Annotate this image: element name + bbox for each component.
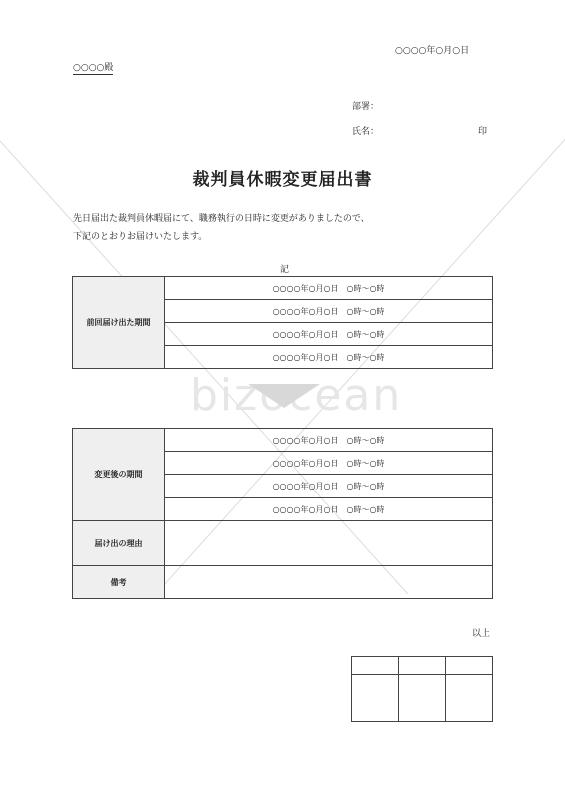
remarks-field[interactable] xyxy=(165,566,493,599)
previous-period-cell[interactable]: ○○○○年○月○日 ○時～○時 xyxy=(165,300,493,323)
body-line-1: 先日届出た裁判員休暇届にて、職務執行の日時に変更がありましたので、 xyxy=(73,214,370,224)
previous-period-cell[interactable]: ○○○○年○月○日 ○時～○時 xyxy=(165,346,493,369)
stamp-header-cell xyxy=(352,657,399,675)
page-title: 裁判員休暇変更届出書 xyxy=(192,170,373,190)
reason-field[interactable] xyxy=(165,521,493,566)
document-date: ○○○○年○月○日 xyxy=(395,46,470,56)
changed-period-cell[interactable]: ○○○○年○月○日 ○時～○時 xyxy=(165,452,493,475)
changed-period-cell[interactable]: ○○○○年○月○日 ○時～○時 xyxy=(165,475,493,498)
watermark-logo: bizocean xyxy=(190,370,403,421)
table-row xyxy=(73,521,493,566)
body-text xyxy=(73,210,370,246)
table-row xyxy=(73,429,493,452)
stamp-body-row xyxy=(352,675,493,722)
previous-period-label: 前回届け出た期間 xyxy=(73,277,165,369)
department-label: 部署： xyxy=(352,102,380,112)
changed-period-cell[interactable]: ○○○○年○月○日 ○時～○時 xyxy=(165,498,493,521)
changed-period-cell[interactable]: ○○○○年○月○日 ○時～○時 xyxy=(165,429,493,452)
stamp-cell[interactable] xyxy=(399,675,446,722)
table-row xyxy=(73,566,493,599)
seal-mark: 印 xyxy=(478,127,488,137)
changed-period-table xyxy=(72,428,493,599)
stamp-header-cell xyxy=(446,657,493,675)
watermark-arrow-icon xyxy=(248,384,320,408)
remarks-label: 備考 xyxy=(73,566,165,599)
stamp-cell[interactable] xyxy=(352,675,399,722)
body-line-2: 下記のとおりお届けいたします。 xyxy=(73,232,208,242)
stamp-cell[interactable] xyxy=(446,675,493,722)
changed-period-label: 変更後の期間 xyxy=(73,429,165,521)
approval-stamp-table xyxy=(351,656,493,722)
previous-period-cell[interactable]: ○○○○年○月○日 ○時～○時 xyxy=(165,323,493,346)
closing-text: 以上 xyxy=(472,629,491,639)
previous-period-cell[interactable]: ○○○○年○月○日 ○時～○時 xyxy=(165,277,493,300)
addressee: ○○○○殿 xyxy=(73,60,113,75)
reason-label: 届け出の理由 xyxy=(73,521,165,566)
name-label: 氏名： xyxy=(352,127,380,137)
stamp-header-cell xyxy=(399,657,446,675)
ki-heading: 記 xyxy=(280,265,290,275)
table-row xyxy=(73,277,493,300)
stamp-header-row xyxy=(352,657,493,675)
previous-period-table xyxy=(72,276,493,369)
